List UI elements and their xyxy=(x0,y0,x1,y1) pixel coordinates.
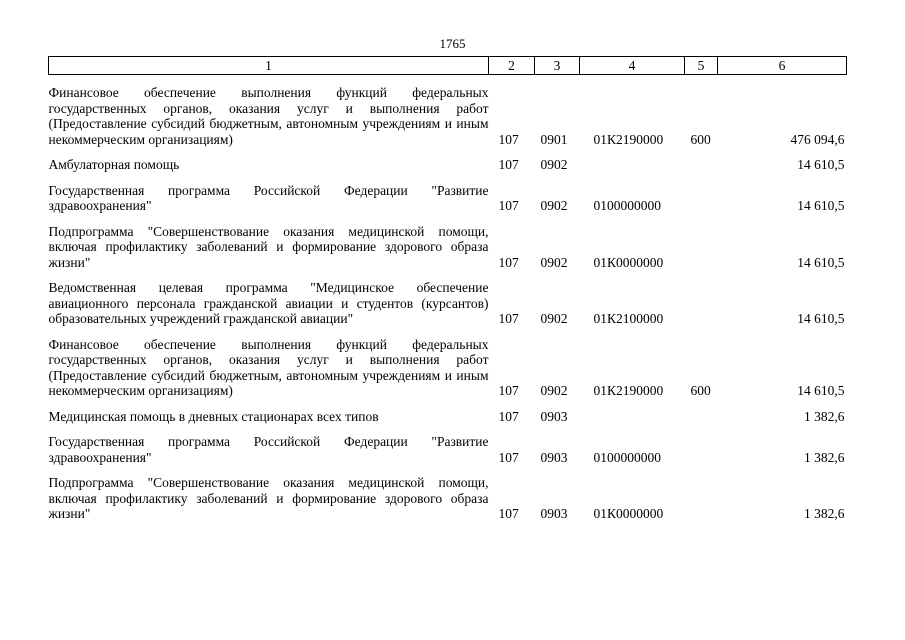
row-expense-type xyxy=(685,409,718,425)
row-spacer xyxy=(49,75,847,86)
row-target: 01К0000000 xyxy=(593,506,664,521)
row-target: 01К0000000 xyxy=(593,254,664,270)
column-header: 6 xyxy=(718,57,847,75)
row-name: Финансовое обеспечение выполнения функций федеральных государственных органов, оказания услуг и выполнения работ (Предоставление субсидий бюджетным, автономным учреждениям и иным некоммерческим организациям) xyxy=(48,85,489,147)
row-code: 107 xyxy=(498,311,519,326)
row-code: 107 xyxy=(498,157,519,172)
row-name: Финансовое обеспечение выполнения функций федеральных государственных органов, оказания услуг и выполнения работ (Предоставление субсидий бюджетным, автономным учреждениям и иным некоммерческим организациям) xyxy=(48,336,489,398)
row-target: 0100000000 xyxy=(593,449,661,465)
row-target xyxy=(580,409,685,425)
row-target: 0100000000 xyxy=(593,198,661,213)
row-section: 0902 xyxy=(540,383,568,398)
spacer-cell xyxy=(49,270,847,280)
row-name: Государственная программа Российской Федерации "Развитие здравоохранения" xyxy=(48,182,489,213)
row-name: Медицинская помощь в дневных стационарах всех типов xyxy=(48,408,379,424)
table-row xyxy=(49,337,847,399)
spacer-cell xyxy=(49,173,847,183)
spacer-cell xyxy=(49,424,847,434)
row-amount: 14 610,5 xyxy=(797,383,845,398)
row-amount: 1 382,6 xyxy=(804,506,845,521)
row-name: Подпрограмма "Совершенствование оказания медицинской помощи, включая профилактику заболеваний и формирование здорового образа жизни" xyxy=(48,475,489,521)
row-amount: 14 610,5 xyxy=(797,198,845,213)
row-target: 01К2190000 xyxy=(593,131,664,147)
row-expense-type xyxy=(685,157,718,173)
spacer-cell xyxy=(49,465,847,475)
spacer-cell xyxy=(49,399,847,409)
row-name: Ведомственная целевая программа "Медицинское обеспечение авиационного персонала гражданской авиации и студентов (курсантов) образовательных учреждений гражданской авиации" xyxy=(48,280,489,326)
row-expense-type: 600 xyxy=(690,131,711,147)
row-expense-type xyxy=(685,280,718,327)
row-target: 01К2190000 xyxy=(593,383,664,398)
row-name: Государственная программа Российской Федерации "Развитие здравоохранения" xyxy=(48,434,489,465)
budget-table xyxy=(48,56,847,522)
row-spacer xyxy=(49,270,847,280)
row-expense-type xyxy=(685,475,718,522)
row-spacer xyxy=(49,465,847,475)
row-code: 107 xyxy=(498,131,519,147)
table-row xyxy=(49,409,847,425)
table-row xyxy=(49,85,847,147)
row-amount: 14 610,5 xyxy=(797,157,845,172)
row-name: Амбулаторная помощь xyxy=(48,157,180,172)
row-expense-type xyxy=(685,224,718,271)
spacer-cell xyxy=(49,327,847,337)
row-section: 0903 xyxy=(540,506,568,521)
row-code: 107 xyxy=(498,254,519,270)
row-amount: 1 382,6 xyxy=(804,408,845,424)
row-code: 107 xyxy=(498,449,519,465)
row-spacer xyxy=(49,214,847,224)
table-row xyxy=(49,475,847,522)
row-section: 0903 xyxy=(540,449,568,465)
page-number: 1765 xyxy=(439,36,466,51)
table-row xyxy=(49,434,847,465)
row-target: 01К2100000 xyxy=(593,311,664,326)
table-body xyxy=(49,75,847,522)
spacer-cell xyxy=(49,214,847,224)
table-row xyxy=(49,280,847,327)
spacer-cell xyxy=(49,75,847,86)
row-spacer xyxy=(49,173,847,183)
column-header: 2 xyxy=(489,57,535,75)
row-expense-type: 600 xyxy=(690,383,711,398)
row-section: 0902 xyxy=(540,311,568,326)
column-header: 5 xyxy=(685,57,718,75)
row-spacer xyxy=(49,327,847,337)
row-section: 0901 xyxy=(540,131,568,147)
row-target xyxy=(580,157,685,173)
row-section: 0902 xyxy=(540,198,568,213)
row-code: 107 xyxy=(498,408,519,424)
header-row xyxy=(49,57,847,75)
row-code: 107 xyxy=(498,198,519,213)
row-expense-type xyxy=(685,434,718,465)
row-amount: 1 382,6 xyxy=(804,449,845,465)
column-header: 3 xyxy=(535,57,580,75)
row-name: Подпрограмма "Совершенствование оказания медицинской помощи, включая профилактику заболеваний и формирование здорового образа жизни" xyxy=(48,223,489,270)
row-section: 0902 xyxy=(540,254,568,270)
row-section: 0903 xyxy=(540,408,568,424)
row-code: 107 xyxy=(498,383,519,398)
column-header: 1 xyxy=(49,57,489,75)
row-code: 107 xyxy=(498,506,519,521)
table-row xyxy=(49,157,847,173)
row-amount: 476 094,6 xyxy=(790,131,845,147)
table-header xyxy=(49,57,847,75)
row-spacer xyxy=(49,424,847,434)
spacer-cell xyxy=(49,147,847,157)
row-amount: 14 610,5 xyxy=(797,311,845,326)
row-section: 0902 xyxy=(540,157,568,172)
table-row xyxy=(49,224,847,271)
column-header: 4 xyxy=(580,57,685,75)
row-expense-type xyxy=(685,183,718,214)
row-spacer xyxy=(49,147,847,157)
row-spacer xyxy=(49,399,847,409)
table-row xyxy=(49,183,847,214)
row-amount: 14 610,5 xyxy=(797,254,845,270)
